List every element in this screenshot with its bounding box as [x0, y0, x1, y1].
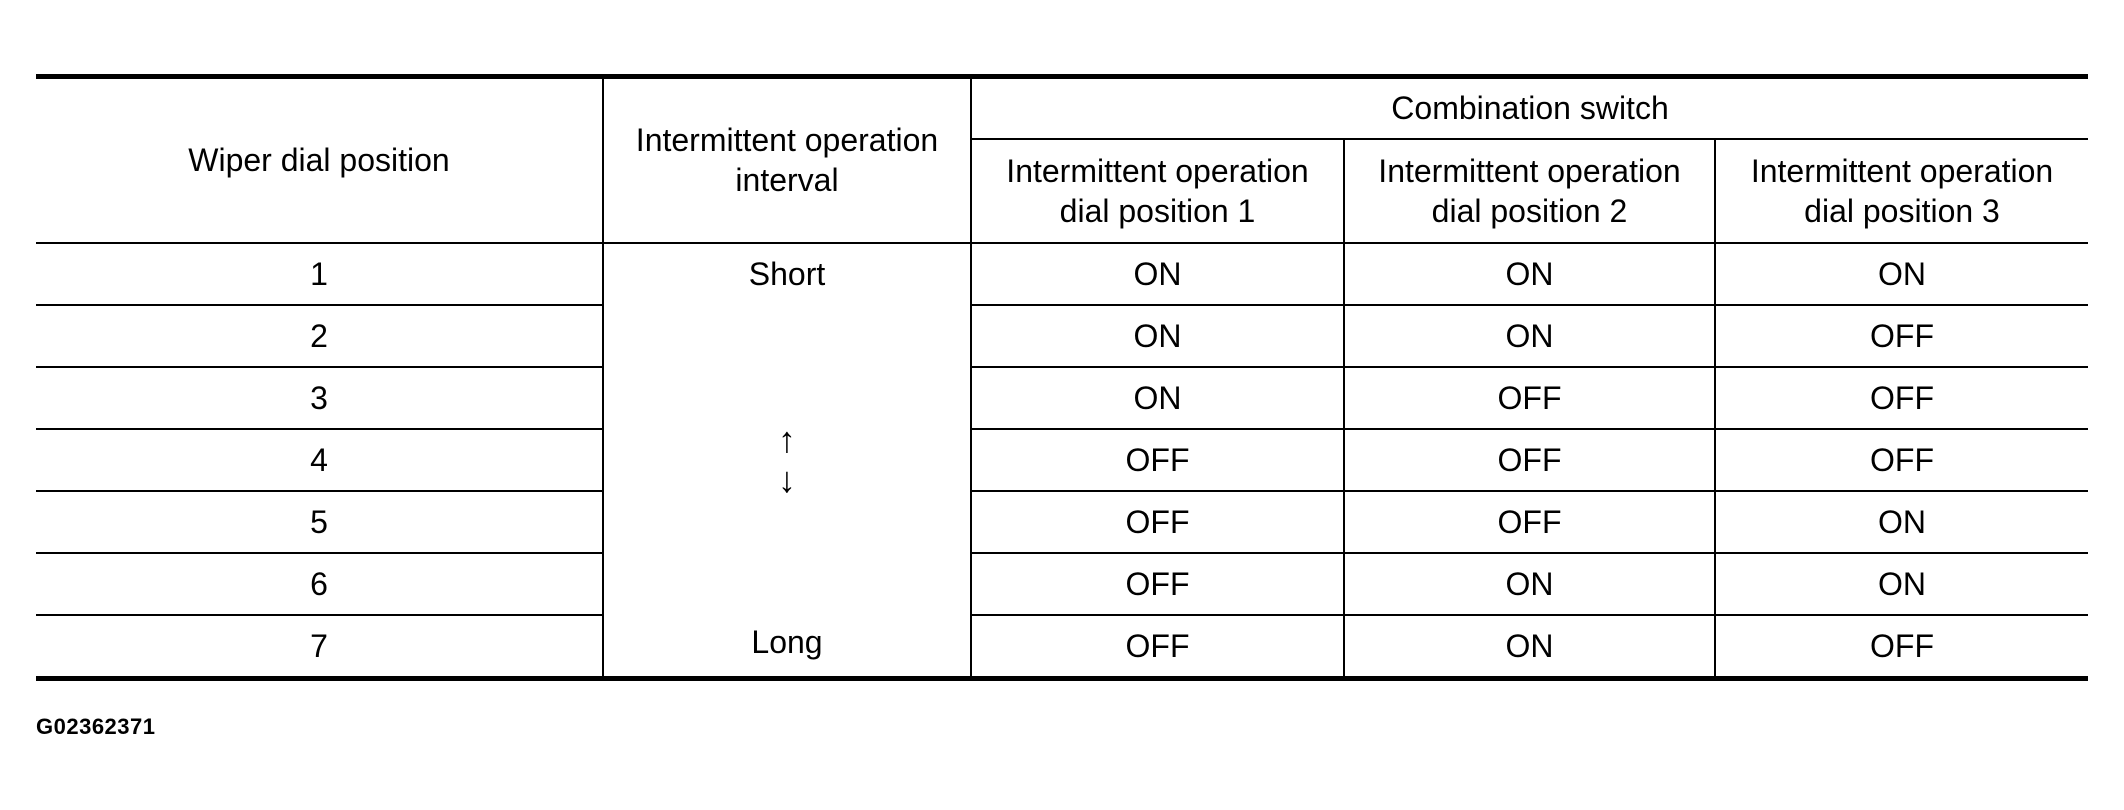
cell-interval [603, 243, 971, 679]
table-row [36, 305, 2088, 367]
header-dial-position-2-line-2: dial position 2 [1431, 192, 1628, 229]
cell-dial-2: ON [1344, 243, 1715, 305]
cell-dial-3: ON [1715, 243, 2088, 305]
cell-wiper-position: 2 [36, 305, 603, 367]
wiper-dial-table-container [36, 74, 2088, 681]
header-dial-position-3-line-2: dial position 3 [1804, 192, 2000, 229]
header-combination-switch: Combination switch [971, 77, 2088, 139]
arrow-up-icon: ↑ [778, 418, 796, 460]
cell-dial-2: ON [1344, 615, 1715, 679]
interval-arrows [604, 420, 970, 500]
table-row [36, 243, 2088, 305]
header-dial-position-3-line-1: Intermittent operation [1750, 152, 2054, 189]
table-row [36, 615, 2088, 679]
header-row-1 [36, 77, 2088, 139]
table-row [36, 367, 2088, 429]
cell-dial-2: OFF [1344, 491, 1715, 553]
figure-code: G02362371 [36, 714, 156, 739]
table-row [36, 491, 2088, 553]
header-interval-line-1: Intermittent operation [635, 122, 939, 159]
header-dial-position-3 [1715, 139, 2088, 243]
cell-dial-2: OFF [1344, 367, 1715, 429]
cell-wiper-position: 6 [36, 553, 603, 615]
header-dial-position-1-line-1: Intermittent operation [1006, 152, 1309, 189]
cell-dial-1: OFF [971, 491, 1344, 553]
cell-dial-3: OFF [1715, 305, 2088, 367]
cell-wiper-position: 1 [36, 243, 603, 305]
header-interval [603, 77, 971, 243]
header-dial-position-1-line-2: dial position 1 [1059, 192, 1256, 229]
header-dial-position-2 [1344, 139, 1715, 243]
cell-dial-2: ON [1344, 553, 1715, 615]
cell-dial-3: OFF [1715, 615, 2088, 679]
arrow-down-icon: ↓ [778, 458, 796, 500]
cell-wiper-position: 5 [36, 491, 603, 553]
cell-dial-1: ON [971, 367, 1344, 429]
cell-dial-3: ON [1715, 553, 2088, 615]
header-dial-position-1 [971, 139, 1344, 243]
interval-long-label: Long [751, 623, 823, 660]
cell-wiper-position: 4 [36, 429, 603, 491]
cell-dial-2: OFF [1344, 429, 1715, 491]
cell-wiper-position: 3 [36, 367, 603, 429]
cell-dial-1: OFF [971, 429, 1344, 491]
cell-dial-1: OFF [971, 615, 1344, 679]
header-interval-line-2: interval [735, 162, 839, 199]
cell-dial-3: OFF [1715, 367, 2088, 429]
cell-wiper-position: 7 [36, 615, 603, 679]
cell-dial-1: ON [971, 305, 1344, 367]
cell-dial-2: ON [1344, 305, 1715, 367]
header-wiper-dial-position: Wiper dial position [36, 77, 603, 243]
table-row [36, 553, 2088, 615]
cell-dial-1: OFF [971, 553, 1344, 615]
cell-dial-1: ON [971, 243, 1344, 305]
table-row [36, 429, 2088, 491]
cell-dial-3: ON [1715, 491, 2088, 553]
cell-dial-3: OFF [1715, 429, 2088, 491]
wiper-dial-table [36, 74, 2088, 681]
interval-short-label: Short [748, 255, 826, 292]
header-dial-position-2-line-1: Intermittent operation [1378, 152, 1681, 189]
